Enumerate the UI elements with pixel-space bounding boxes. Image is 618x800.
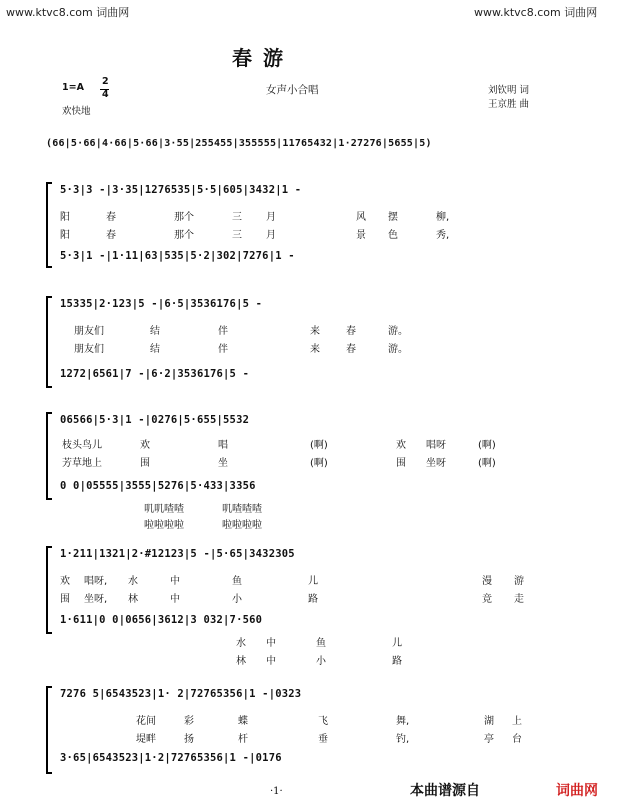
system-5-lyric-2-word-5: 钓, (396, 734, 410, 745)
key-signature: 1=A (62, 82, 84, 93)
system-5-lyric-2-word-7: 台 (512, 734, 522, 745)
system-3-lyric-1-word-4: (啊) (310, 440, 328, 451)
system-1-lyric-2-word-7: 色 (388, 230, 398, 241)
watermark-right: www.ktvc8.com 词曲网 (474, 6, 598, 19)
system-1-lyric-1-word-8: 柳, (436, 212, 450, 223)
system-1-lower-notation: 5·3|1 -|1·11|63|535|5·2|302|7276|1 - (60, 250, 295, 262)
system-3-lyric-1-word-3: 唱 (218, 440, 228, 451)
system-3-lower-notation: 0 0|05555|3555|5276|5·433|3356 (60, 480, 256, 492)
system-1-lyric-2-word-6: 景 (356, 230, 366, 241)
system-4-lyric-2-word-1: 围 (60, 594, 70, 605)
system-4-lyric-1-word-1: 欢 (60, 576, 70, 587)
system-2-lyric-1-word-5: 春 (346, 326, 356, 337)
system-4-lyric-2-word-2: 坐呀, (84, 594, 108, 605)
system-4-lyric-3-word-3: 鱼 (316, 638, 326, 649)
system-4-lyric-1-word-6: 儿 (308, 576, 318, 587)
system-2-lyric-2-word-6: 游。 (388, 344, 408, 355)
system-3-lyric-2-word-1: 芳草地上 (62, 458, 102, 469)
system-3-lyric-1-word-1: 枝头鸟儿 (62, 440, 102, 451)
system-4-lyric-4-word-4: 路 (392, 656, 402, 667)
system-3-lyric-1-word-5: 欢 (396, 440, 406, 451)
system-2-lyric-1-word-4: 来 (310, 326, 320, 337)
system-5-lyric-2-word-3: 杆 (238, 734, 248, 745)
system-4-lyric-2-word-5: 小 (232, 594, 242, 605)
system-4-bracket (46, 546, 52, 634)
system-1-lyric-2-word-2: 春 (106, 230, 116, 241)
system-1-bracket (46, 182, 52, 268)
system-4-lyric-1-word-3: 水 (128, 576, 138, 587)
page-number: ·1· (270, 786, 283, 797)
system-3-lyric-2-word-7: (啊) (478, 458, 496, 469)
system-5-upper-notation: 7276 5|6543523|1· 2|72765356|1 -|0323 (60, 688, 302, 700)
composer-credit: 王京胜 曲 (488, 99, 530, 110)
system-1-lyric-2-word-4: 三 (232, 230, 242, 241)
system-4-lyric-1-word-5: 鱼 (232, 576, 242, 587)
system-2-lyric-2-word-3: 伴 (218, 344, 228, 355)
system-3-lyric-1-word-2: 欢 (140, 440, 150, 451)
system-1-lyric-1-word-3: 那个 (174, 212, 194, 223)
system-1-lyric-1-word-5: 月 (266, 212, 276, 223)
system-2-lyric-1-word-6: 游。 (388, 326, 408, 337)
intro-notation: (66|5·66|4·66|5·66|3·55|255455|355555|11765432|1·27276|5655|5) (46, 138, 432, 149)
source-label: 本曲谱源自 (410, 783, 480, 799)
system-5-lyric-2-word-4: 垂 (318, 734, 328, 745)
song-title: 春 游 (232, 46, 285, 70)
time-signature-bottom: 4 (102, 89, 109, 100)
system-2-lyric-1-word-1: 朋友们 (74, 326, 104, 337)
system-3-bracket (46, 412, 52, 500)
system-4-lyric-4-word-1: 林 (236, 656, 246, 667)
system-4-lyric-2-word-3: 林 (128, 594, 138, 605)
system-1-lyric-1-word-6: 风 (356, 212, 366, 223)
system-4-lyric-1-word-4: 中 (170, 576, 180, 587)
system-4-lyric-4-word-2: 中 (266, 656, 276, 667)
system-1-lyric-1-word-4: 三 (232, 212, 242, 223)
lyricist-credit: 刘钦明 词 (488, 85, 530, 96)
system-5-lower-notation: 3·65|6543523|1·2|72765356|1 -|0176 (60, 752, 282, 764)
system-4-lyric-2-word-6: 路 (308, 594, 318, 605)
genre-label: 女声小合唱 (266, 84, 319, 96)
system-1-lyric-1-word-7: 摆 (388, 212, 398, 223)
system-3-lyric-2-word-3: 坐 (218, 458, 228, 469)
system-5-lyric-1-word-4: 飞 (318, 716, 328, 727)
system-2-lower-notation: 1272|6561|7 -|6·2|3536176|5 - (60, 368, 250, 380)
watermark-left: www.ktvc8.com 词曲网 (6, 6, 130, 19)
system-3-lyric-2-word-2: 围 (140, 458, 150, 469)
system-3-lyric-3-word-2: 叽喳喳喳 (222, 504, 262, 515)
system-4-lyric-1-word-2: 唱呀, (84, 576, 108, 587)
system-4-lyric-4-word-3: 小 (316, 656, 326, 667)
system-5-lyric-1-word-3: 蝶 (238, 716, 248, 727)
time-signature-top: 2 (102, 76, 109, 87)
system-5-lyric-2-word-6: 亭 (484, 734, 494, 745)
system-1-lyric-2-word-8: 秀, (436, 230, 450, 241)
system-1-lyric-1-word-2: 春 (106, 212, 116, 223)
system-4-lyric-3-word-4: 儿 (392, 638, 402, 649)
system-3-lyric-1-word-6: 唱呀 (426, 440, 446, 451)
system-3-lyric-2-word-4: (啊) (310, 458, 328, 469)
system-2-upper-notation: 15335|2·123|5 -|6·5|3536176|5 - (60, 298, 263, 310)
brand-logo-text[interactable]: 词曲网 (556, 783, 598, 799)
tempo-marking: 欢快地 (62, 106, 91, 117)
system-2-lyric-1-word-2: 结 (150, 326, 160, 337)
system-2-lyric-1-word-3: 伴 (218, 326, 228, 337)
system-3-lyric-3-word-1: 叽叽喳喳 (144, 504, 184, 515)
system-4-lyric-3-word-1: 水 (236, 638, 246, 649)
system-1-lyric-2-word-1: 阳 (60, 230, 70, 241)
system-3-lyric-2-word-5: 围 (396, 458, 406, 469)
system-3-upper-notation: 06566|5·3|1 -|0276|5·655|5532 (60, 414, 250, 426)
system-4-lyric-1-word-7: 漫 (482, 576, 492, 587)
system-4-lyric-2-word-8: 走 (514, 594, 524, 605)
system-1-lyric-2-word-5: 月 (266, 230, 276, 241)
system-5-lyric-1-word-5: 舞, (396, 716, 410, 727)
system-2-lyric-2-word-1: 朋友们 (74, 344, 104, 355)
system-5-lyric-2-word-2: 扬 (184, 734, 194, 745)
system-5-lyric-1-word-1: 花间 (136, 716, 156, 727)
system-5-lyric-2-word-1: 堤畔 (136, 734, 156, 745)
system-5-bracket (46, 686, 52, 774)
system-2-lyric-2-word-4: 来 (310, 344, 320, 355)
system-4-lower-notation: 1·611|0 0|0656|3612|3 032|7·560 (60, 614, 263, 626)
system-5-lyric-1-word-7: 上 (512, 716, 522, 727)
system-1-lyric-2-word-3: 那个 (174, 230, 194, 241)
system-4-lyric-2-word-7: 竞 (482, 594, 492, 605)
system-4-lyric-2-word-4: 中 (170, 594, 180, 605)
system-2-bracket (46, 296, 52, 388)
system-5-lyric-1-word-2: 彩 (184, 716, 194, 727)
system-3-lyric-1-word-7: (啊) (478, 440, 496, 451)
system-4-upper-notation: 1·211|1321|2·#12123|5 -|5·65|3432305 (60, 548, 295, 560)
system-5-lyric-1-word-6: 湖 (484, 716, 494, 727)
system-3-lyric-4-word-2: 啦啦啦啦 (222, 520, 262, 531)
system-4-lyric-3-word-2: 中 (266, 638, 276, 649)
system-2-lyric-2-word-5: 春 (346, 344, 356, 355)
system-3-lyric-2-word-6: 坐呀 (426, 458, 446, 469)
system-1-upper-notation: 5·3|3 -|3·35|1276535|5·5|605|3432|1 - (60, 184, 302, 196)
system-4-lyric-1-word-8: 游 (514, 576, 524, 587)
system-2-lyric-2-word-2: 结 (150, 344, 160, 355)
system-1-lyric-1-word-1: 阳 (60, 212, 70, 223)
system-3-lyric-4-word-1: 啦啦啦啦 (144, 520, 184, 531)
